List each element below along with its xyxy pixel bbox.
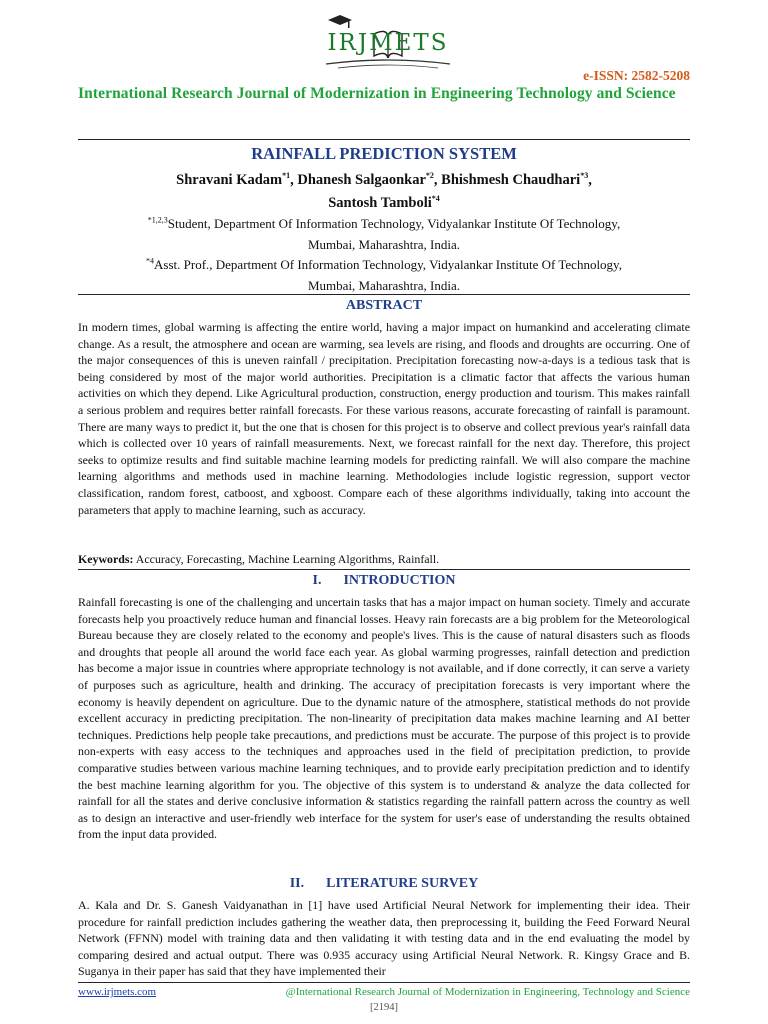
- affiliation-2-marker: *4: [146, 256, 155, 266]
- authors: [78, 169, 690, 215]
- paper-title: RAINFALL PREDICTION SYSTEM: [251, 144, 517, 163]
- keywords: [78, 552, 690, 567]
- title-rule: [78, 294, 690, 295]
- abstract-rule: [78, 569, 690, 570]
- footer-rule: [78, 982, 690, 983]
- logo-wordmark: IRJMETS: [327, 30, 449, 56]
- authors-line-2: Santosh Tamboli$^{*4}$: [328, 194, 440, 211]
- affiliation-2-line-2: Mumbai, Maharashtra, India.: [308, 278, 460, 293]
- affiliation-1-line-2: Mumbai, Maharashtra, India.: [308, 237, 460, 252]
- footer-website-link[interactable]: www.irjmets.com: [78, 986, 157, 998]
- affiliation-1-marker: *1,2,3: [147, 215, 168, 225]
- journal-name: International Research Journal of Modernization in Engineering Technology and Science: [78, 85, 676, 102]
- literature-number: II.: [289, 876, 305, 891]
- introduction-text: Rainfall forecasting is one of the challenging and uncertain tasks that has a major impact on human society. Timely and accurate forecasts help you proactively reduce human and financial losses. Heavy rain forecasts are a big problem for the Meteorological Bureau because they are closely related to the economy and people's lives. This is the cause of natural disasters such as floods and droughts that people all around the world face each year. As global warming progresses, rainfall detection and prediction has become a major issue in countries where appropriate technology is not available, and if done correctly, it can serve a variety of purposes such as agriculture, health and drinking. The accuracy of precipitation forecasts is very important where the economy is heavily dependent on agriculture. Due to the dynamic nature of the atmosphere, statistical methods do not provide excellent accuracy in predicting precipitation. The non-linearity of precipitation data makes machine learning and AI better techniques. Predictions help people take precautions, and predictions must be accurate. The purpose of this project is to provide non-experts with easy access to the techniques and approaches used in the field of precipitation prediction, to provide comparative studies between various machine learning techniques, and to provide early precipitation prediction and to identify the best machine learning algorithm for you. The objective of this system is to understand & analyze the data collected for rainfall for all the states and derive conclusive information & statistics regarding the rainfall pattern across the country as well as to design an interactive and user-friendly web interface for the system for user's ease of understanding the results obtained from the input data provided.: [78, 595, 690, 842]
- affiliation-1-line-1: Student, Department Of Information Technology, Vidyalankar Institute Of Technology,: [167, 216, 621, 231]
- introduction-title: INTRODUCTION: [343, 573, 456, 588]
- abstract-heading: ABSTRACT: [345, 298, 423, 313]
- keywords-label: Keywords:: [78, 552, 134, 566]
- journal-logo: [318, 12, 458, 74]
- authors-line-1: Shravani Kadam$^{*1}$, Dhanesh Salgaonkar$^{*2}$, Bhishmesh Chaudhari$^{*3}$,: [176, 171, 592, 188]
- issn: e-ISSN: 2582-5208: [583, 68, 690, 83]
- affiliation-1: [78, 213, 690, 255]
- literature-heading: [78, 876, 690, 892]
- introduction-heading: [78, 573, 690, 589]
- page-number: [2194]: [370, 1002, 398, 1013]
- introduction-number: I.: [312, 573, 322, 588]
- affiliation-2-line-1: Asst. Prof., Department Of Information Technology, Vidyalankar Institute Of Technology,: [154, 257, 622, 272]
- literature-title: LITERATURE SURVEY: [326, 876, 479, 891]
- affiliation-2: [78, 254, 690, 296]
- keywords-list: Accuracy, Forecasting, Machine Learning Algorithms, Rainfall.: [133, 552, 440, 566]
- footer-copyright: @International Research Journal of Modernization in Engineering, Technology and Science: [285, 986, 690, 998]
- header-rule: [78, 139, 690, 140]
- literature-text: A. Kala and Dr. S. Ganesh Vaidyanathan in [1] have used Artificial Neural Network for implementing their idea. Their procedure for rainfall prediction includes gathering the weather data, then preprocessing it, building the Feed Forward Neural Network (FFNN) model with training data and then validating it with testing data and in the end evaluating the model by comparing desired and actual output. There was 0.935 accuracy using Artificial Neural Network. R. Kingsy Grace and B. Suganya in their paper has said that they have implemented their: [78, 898, 690, 979]
- abstract-text: In modern times, global warming is affecting the entire world, having a major impact on humankind and accelerating climate change. As a result, the atmosphere and ocean are warming, sea levels are rising, and floods and droughts are occurring. One of the major consequences of this is uneven rainfall / precipitation. Precipitation forecasting now-a-days is a tedious task that is being considered by most of the major world authorities. Precipitation is a climatic factor that affects the various human activities on which they depend. Like Agricultural production, construction, energy production and tourism. This makes rainfall a serious problem and requires better rainfall forecasts. For these various reasons, accurate forecasting of rainfall is paramount. There are many ways to predict it, but the one that is chosen for this project is to observe and collect previous year's rainfall data which is collected over 10 years of rainfall measurements. Next, we forecast rainfall for the next day. Therefore, this project seeks to optimize results and find suitable machine learning models for predicting rainfall. We will also compare the machine learning algorithms and methods used in machine learning. Methodologies include logistic regression, support vector classification, random forest, catboost, and xgboost. Compare each of these algorithms individually, taking into account the parameters that apply to machine learning, such as accuracy.: [78, 320, 690, 517]
